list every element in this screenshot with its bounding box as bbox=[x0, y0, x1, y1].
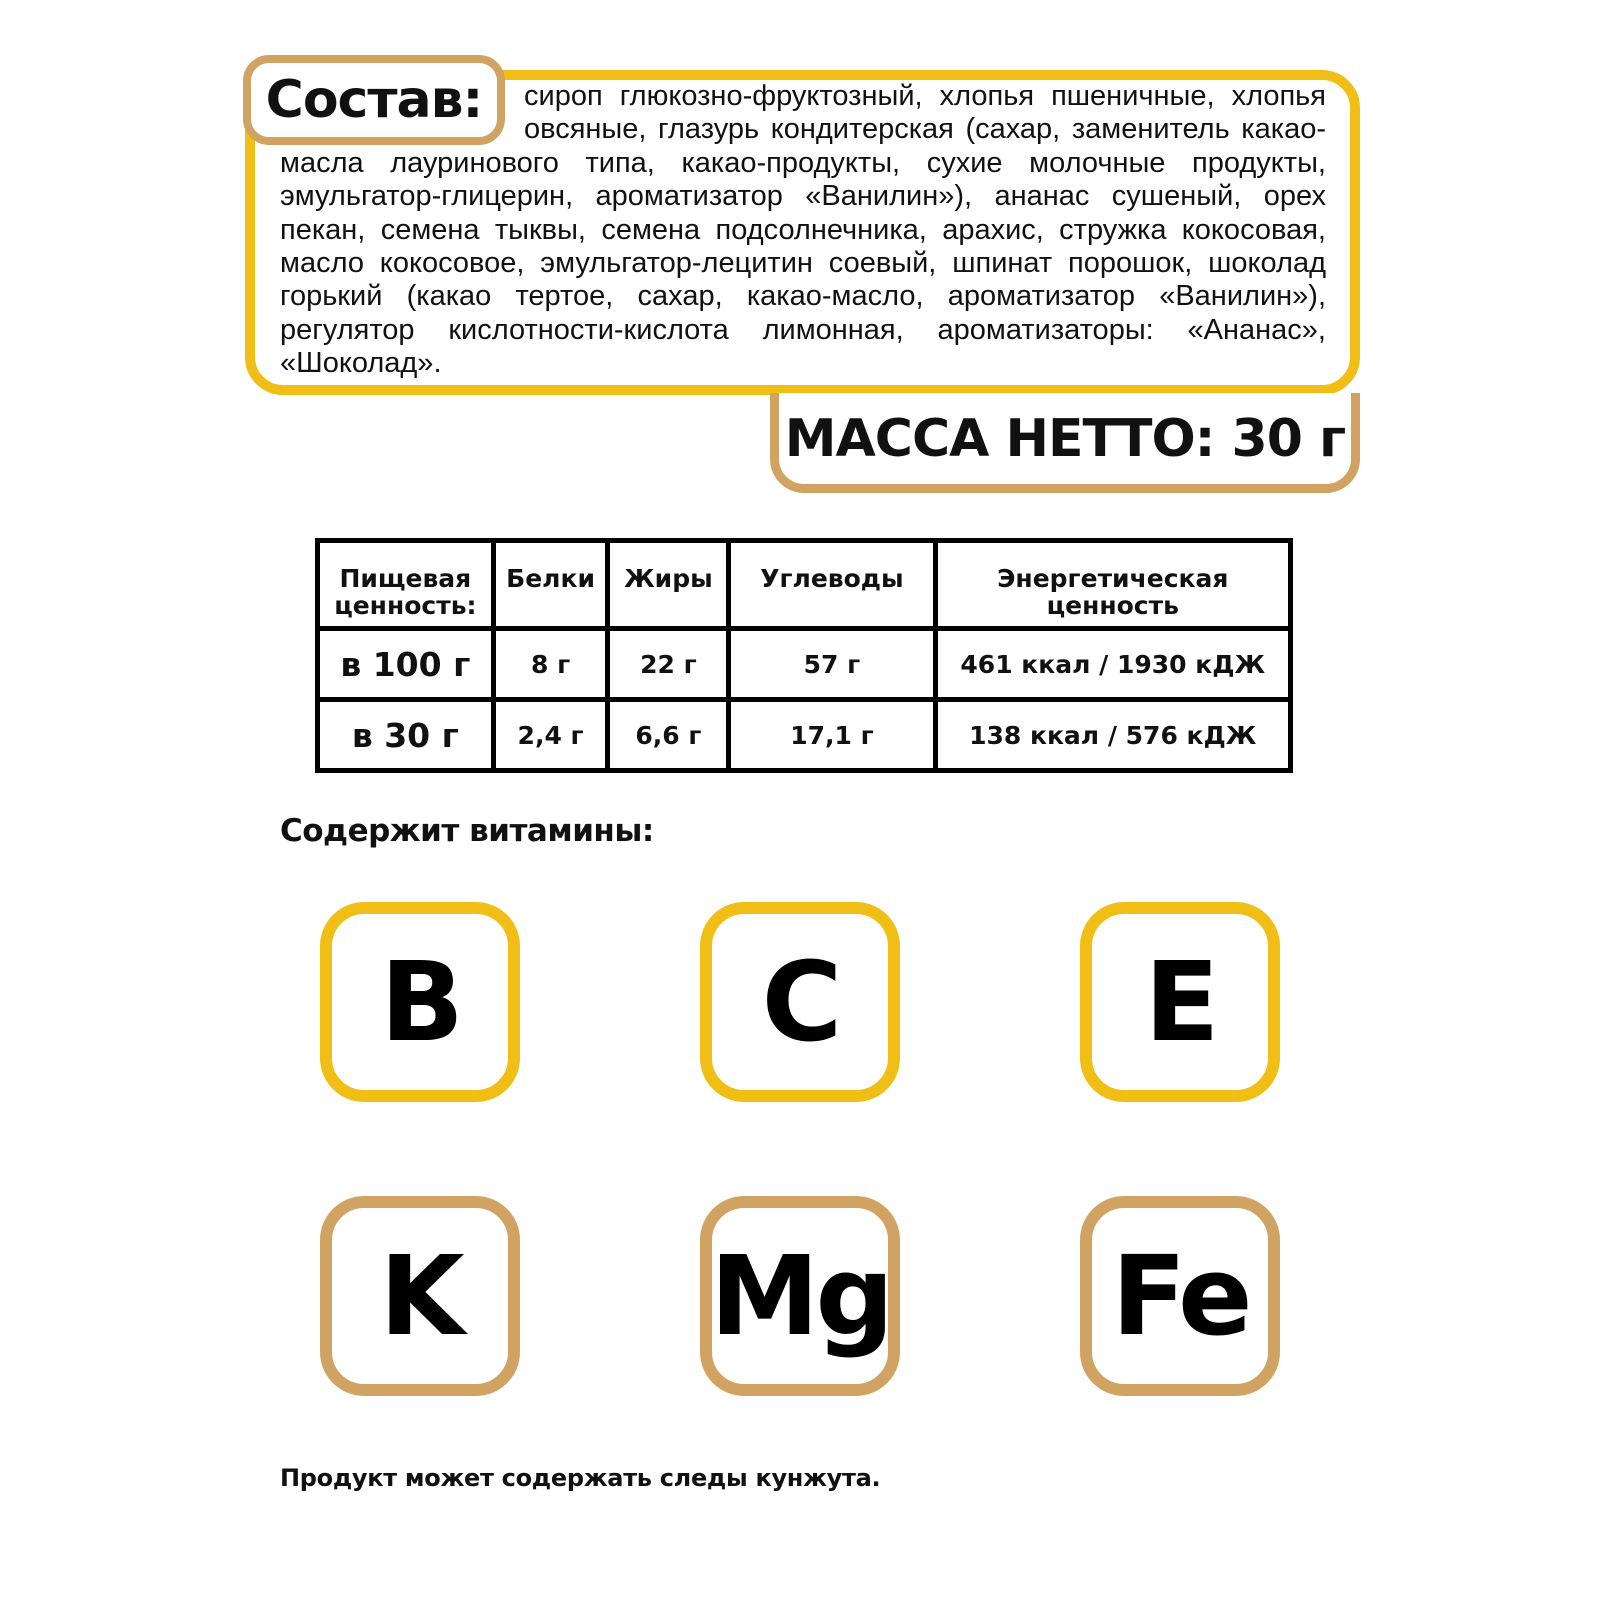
nutrition-header-row bbox=[318, 541, 1291, 629]
fat-30g: 6,6 г bbox=[608, 700, 729, 771]
vitamin-label: C bbox=[761, 938, 839, 1066]
allergen-note: Продукт может содержать следы кунжута. bbox=[280, 1464, 881, 1492]
header-energy: Энергетическая ценность bbox=[935, 541, 1291, 629]
header-nutritional-value: Пищевая ценность: bbox=[318, 541, 494, 629]
vitamin-badge-e bbox=[1080, 902, 1280, 1102]
net-weight: МАССА НЕТТО: 30 г bbox=[784, 408, 1346, 469]
carbs-30g: 17,1 г bbox=[729, 700, 935, 771]
vitamin-badge-b bbox=[320, 902, 520, 1102]
mineral-label: Fe bbox=[1111, 1232, 1249, 1360]
table-row bbox=[318, 700, 1291, 771]
vitamin-badge-c bbox=[700, 902, 900, 1102]
vitamins-heading: Содержит витамины: bbox=[280, 813, 654, 849]
nutrition-table bbox=[315, 538, 1293, 773]
mineral-label: K bbox=[379, 1232, 461, 1360]
composition-title: Состав: bbox=[265, 70, 483, 130]
fat-100g: 22 г bbox=[608, 629, 729, 700]
protein-100g: 8 г bbox=[493, 629, 608, 700]
composition-text: сироп глюкозно-фруктозный, хлопья пшеничные, хлопья овсяные, глазурь кондитерская (сахар, заменитель какао-масла лауринового типа, какао-продукты, сухие молочные продукты, эмульгатор-глицерин, ароматизатор «Ванилин»), ананас сушеный, орех пекан, семена тыквы, семена подсолнечника, арахис, стружка кокосовая, масло кокосовое, эмульгатор-лецитин соевый, шпинат порошок, шоколад горький (какао тертое, сахар, какао-масло, ароматизатор «Ванилин»), регулятор кислотности-кислота лимонная, ароматизаторы: «Ананас», «Шоколад». bbox=[280, 80, 1326, 380]
vitamin-label: B bbox=[380, 938, 460, 1066]
row-label-100g: в 100 г bbox=[318, 629, 494, 700]
energy-100g: 461 ккал / 1930 кДЖ bbox=[935, 629, 1291, 700]
mineral-badge-k bbox=[320, 1196, 520, 1396]
mineral-badge-fe bbox=[1080, 1196, 1280, 1396]
protein-30g: 2,4 г bbox=[493, 700, 608, 771]
header-protein: Белки bbox=[493, 541, 608, 629]
row-label-30g: в 30 г bbox=[318, 700, 494, 771]
energy-30g: 138 ккал / 576 кДЖ bbox=[935, 700, 1291, 771]
mineral-label: Mg bbox=[709, 1232, 891, 1360]
table-row bbox=[318, 629, 1291, 700]
header-fat: Жиры bbox=[608, 541, 729, 629]
vitamin-label: E bbox=[1144, 938, 1216, 1066]
net-weight-frame bbox=[770, 393, 1360, 493]
carbs-100g: 57 г bbox=[729, 629, 935, 700]
mineral-badge-mg bbox=[700, 1196, 900, 1396]
header-carbs: Углеводы bbox=[729, 541, 935, 629]
